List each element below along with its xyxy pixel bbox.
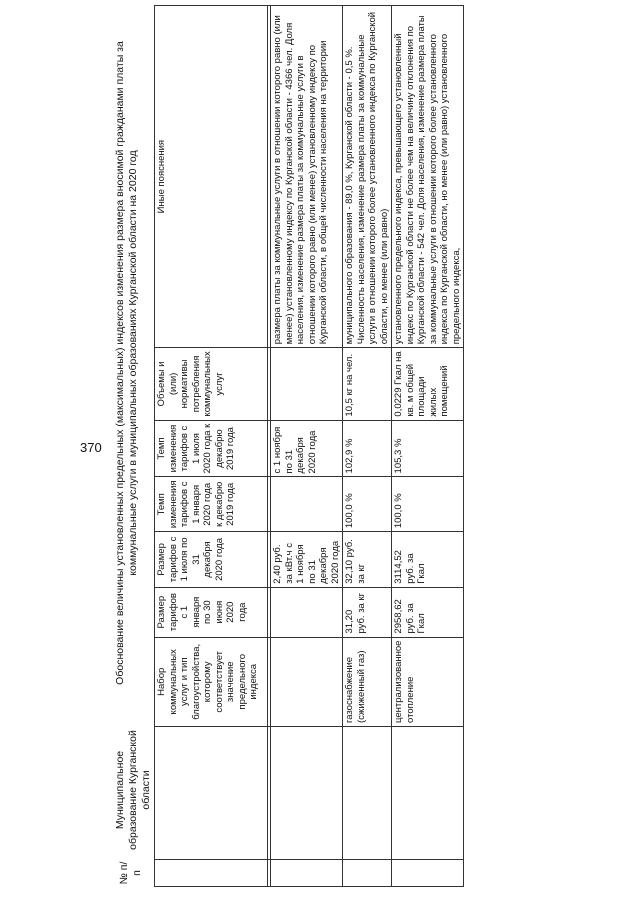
cell-num	[343, 859, 392, 886]
cell-tariff-jan: 2958,62 руб. за Гкал	[392, 587, 464, 637]
cell-note: муниципального образования - 89,0 %, Курганской области - 0,5 %. Численность населения, изменение размера платы за коммунальные услуги в отношении которого более установленного индекса по Курганской области, но менее (или равно)	[343, 6, 392, 348]
col-notes-header: Иные пояснения	[155, 6, 268, 348]
cell-note: установленного предельного индекса, превышающего установленный индекс по Курганской области не более чем на величину отклонения по Курганской области - 542 чел. Доля населения, изменение размера платы за коммунальные услуги в отношении которого более установленного индекса по Курганской области, но менее (или равно) установленного предельного индекса,	[392, 6, 464, 348]
cell-municipality	[392, 727, 464, 860]
cell-rate-jan: 100,0 %	[392, 477, 464, 532]
cell-tariff-jul: 32,10 руб. за кг	[343, 532, 392, 588]
cell-volume	[271, 348, 343, 420]
header-municipality: Муниципальное образование Курганской области	[114, 730, 152, 850]
cell-volume: 10,5 кг на чел.	[343, 348, 392, 420]
cell-service	[271, 637, 343, 726]
cell-tariff-jan: 31,20 руб. за кг	[343, 587, 392, 637]
cell-municipality	[343, 727, 392, 860]
cell-note: размера платы за коммунальные услуги в отношении которого равно (или менее) установленному индексу по Курганской области - 4366 чел. Доля населения, изменение размера платы за коммунальные услуги в отношении которого равно (или менее) установленному индексу по Курганской области, в общей численности населения на территории	[271, 6, 343, 348]
table-row	[392, 6, 464, 887]
cell-num	[392, 859, 464, 886]
cell-service: централизованное отопление	[392, 637, 464, 726]
col-num	[155, 859, 268, 886]
col-volumes-header: Объемы и (или) нормативы потребления коммунальных услуг	[155, 348, 268, 420]
col-municipality	[155, 727, 268, 860]
column-header-row	[155, 6, 268, 887]
cell-rate-jul: с 1 ноября по 31 декабря 2020 года	[271, 420, 343, 477]
col-tariff-jul-header: Размер тарифов с 1 июля по 31 декабря 2020 года	[155, 532, 268, 588]
cell-municipality	[271, 727, 343, 860]
cell-tariff-jul: 2,40 руб. за кВт.ч с 1 ноября по 31 декабря 2020 года	[271, 532, 343, 588]
cell-tariff-jul: 3114,52 руб. за Гкал	[392, 532, 464, 588]
cell-rate-jan	[271, 477, 343, 532]
cell-rate-jul: 102,9 %	[343, 420, 392, 477]
cell-num	[271, 859, 343, 886]
cell-volume: 0,0229 Гкал на кв. м общей площади жилых помещений	[392, 348, 464, 420]
header-num: № п/п	[118, 861, 143, 885]
col-services-header: Набор коммунальных услуг и тип благоустройства, которому соответствует значение предельного индекса	[155, 637, 268, 726]
cell-rate-jan: 100,0 %	[343, 477, 392, 532]
table-row	[271, 6, 343, 887]
cell-service: газоснабжение (сжиженный газ)	[343, 637, 392, 726]
tariff-table	[154, 5, 464, 887]
col-tariff-jan-header: Размер тарифов с 1 января по 30 июня 2020 года	[155, 587, 268, 637]
cell-tariff-jan	[271, 587, 343, 637]
header-justification: Обоснование величины установленных предельных (максимальных) индексов изменения размера вносимой гражданами платы за коммунальные услуги в муниципальных образованиях Курганской области на 2020 год	[114, 41, 139, 685]
table-row	[343, 6, 392, 887]
col-rate-jul-header: Темп изменения тарифов с 1 июля 2020 года к декабрю 2019 года	[155, 420, 268, 477]
cell-rate-jul: 105,3 %	[392, 420, 464, 477]
col-rate-jan-header: Темп изменения тарифов с 1 января 2020 года к декабрю 2019 года	[155, 477, 268, 532]
page-number: 370	[80, 440, 102, 455]
